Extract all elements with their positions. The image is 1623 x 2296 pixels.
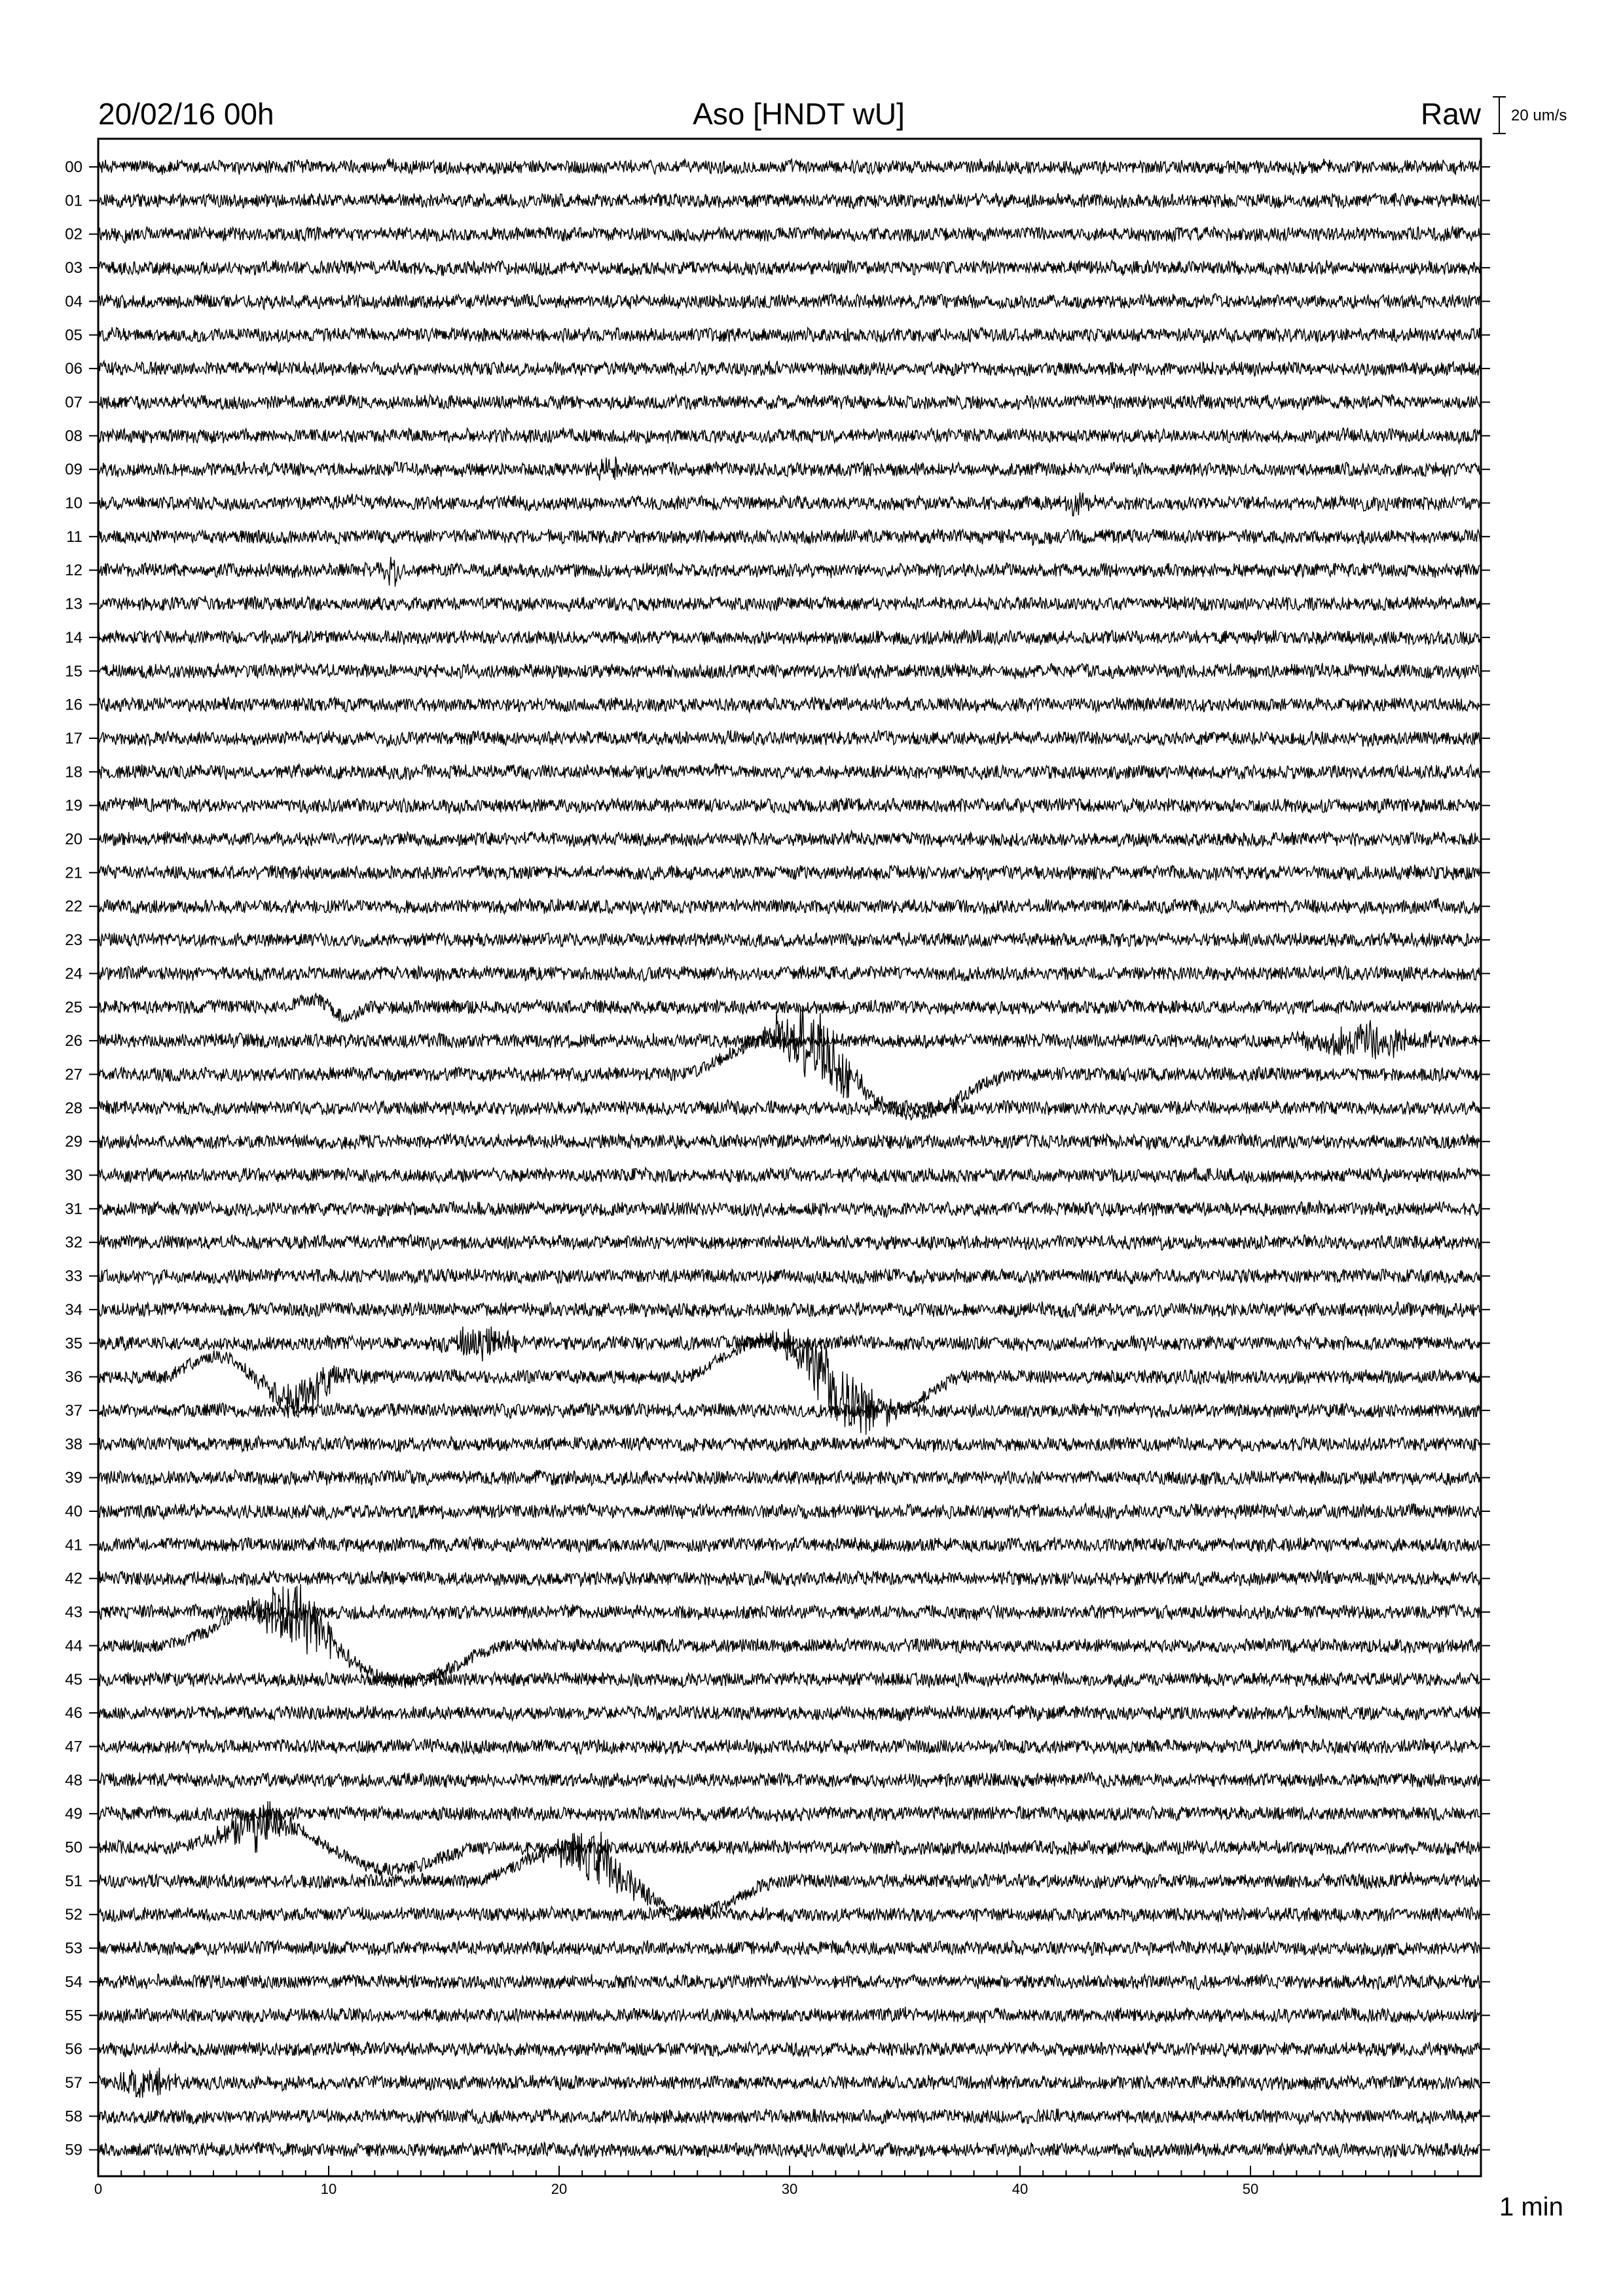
trace-row-38: [98, 1436, 1481, 1452]
x-tick-label: 0: [94, 2181, 103, 2197]
row-label: 33: [65, 1267, 82, 1285]
row-label: 20: [65, 831, 82, 848]
row-label: 36: [65, 1368, 82, 1386]
trace-row-39: [98, 1470, 1481, 1486]
trace-row-34: [98, 1302, 1481, 1318]
trace-row-52: [98, 1907, 1481, 1922]
plot-frame: [98, 139, 1481, 2176]
row-label: 11: [66, 528, 82, 546]
row-label: 40: [65, 1503, 82, 1520]
row-label: 52: [65, 1906, 82, 1924]
row-label: 42: [65, 1570, 82, 1588]
row-label: 10: [65, 494, 82, 512]
row-label: 44: [65, 1637, 82, 1655]
row-label: 25: [65, 998, 82, 1016]
trace-row-03: [98, 260, 1481, 276]
row-label: 50: [65, 1839, 82, 1857]
row-label: 24: [65, 965, 82, 983]
trace-row-13: [98, 596, 1481, 611]
trace-row-23: [98, 933, 1481, 948]
row-label: 14: [65, 628, 82, 647]
row-label: 04: [65, 293, 82, 311]
x-tick-label: 40: [1012, 2181, 1029, 2197]
trace-row-21: [98, 865, 1481, 880]
trace-row-02: [98, 226, 1481, 243]
trace-row-32: [98, 1234, 1481, 1251]
trace-row-53: [98, 1941, 1481, 1956]
x-tick-label: 10: [320, 2181, 337, 2197]
row-label: 39: [65, 1469, 82, 1487]
row-label: 56: [65, 2040, 82, 2058]
row-label: 21: [65, 864, 82, 882]
row-label: 03: [65, 259, 82, 278]
trace-row-54: [98, 1974, 1481, 1990]
row-label: 31: [65, 1200, 82, 1218]
x-tick-label: 30: [781, 2181, 798, 2197]
row-label: 48: [65, 1771, 82, 1789]
trace-row-11: [98, 529, 1481, 545]
row-label: 17: [65, 729, 82, 747]
row-label: 49: [65, 1805, 82, 1823]
row-label: 41: [65, 1536, 82, 1554]
trace-row-18: [98, 764, 1481, 780]
row-label: 05: [65, 326, 82, 344]
row-label: 32: [65, 1234, 82, 1252]
date-label: 20/02/16 00h: [98, 97, 274, 131]
trace-row-45: [98, 1672, 1481, 1687]
trace-row-26: [98, 1020, 1481, 1059]
trace-row-15: [98, 663, 1481, 679]
row-label: 28: [65, 1099, 82, 1117]
row-label: 55: [65, 2007, 82, 2025]
row-label: 30: [65, 1166, 82, 1185]
row-label: 29: [65, 1133, 82, 1151]
trace-row-04: [98, 294, 1481, 310]
row-label: 15: [65, 662, 82, 681]
trace-row-59: [98, 2142, 1481, 2158]
row-label: 16: [65, 696, 82, 714]
trace-row-05: [98, 327, 1481, 342]
row-label: 09: [65, 461, 82, 479]
trace-row-10: [98, 492, 1481, 516]
trace-row-41: [98, 1537, 1481, 1552]
row-label: 59: [65, 2141, 82, 2159]
trace-row-19: [98, 798, 1481, 814]
trace-row-06: [98, 361, 1481, 377]
scale-label: 20 um/s: [1511, 107, 1567, 124]
trace-row-12: [98, 557, 1481, 587]
row-label: 06: [65, 360, 82, 378]
row-label: 18: [65, 763, 82, 781]
row-label: 12: [65, 562, 82, 580]
trace-row-57: [98, 2068, 1481, 2098]
trace-row-47: [98, 1739, 1481, 1755]
row-label: 00: [65, 158, 82, 176]
trace-row-25: [98, 994, 1481, 1022]
mode-label: Raw: [1420, 97, 1481, 131]
trace-row-42: [98, 1570, 1481, 1586]
trace-row-31: [98, 1201, 1481, 1217]
row-label: 37: [65, 1401, 82, 1420]
row-label: 54: [65, 1973, 82, 1991]
trace-row-40: [98, 1503, 1481, 1519]
row-label: 23: [65, 931, 82, 950]
trace-row-07: [98, 395, 1481, 410]
row-label: 51: [65, 1872, 82, 1890]
row-label: 43: [65, 1604, 82, 1622]
row-label: 38: [65, 1435, 82, 1454]
trace-row-49: [98, 1806, 1481, 1821]
trace-row-48: [98, 1772, 1481, 1788]
row-label: 34: [65, 1300, 82, 1319]
row-label: 47: [65, 1738, 82, 1756]
trace-row-27: [98, 1005, 1481, 1120]
row-label: 13: [65, 595, 82, 613]
row-label: 27: [65, 1066, 82, 1084]
row-label: 07: [65, 393, 82, 412]
trace-row-14: [98, 630, 1481, 645]
x-tick-label: 20: [551, 2181, 568, 2197]
trace-row-24: [98, 965, 1481, 981]
trace-row-20: [98, 831, 1481, 848]
row-label: 45: [65, 1670, 82, 1689]
trace-row-58: [98, 2109, 1481, 2125]
trace-row-01: [98, 193, 1481, 209]
row-label: 58: [65, 2108, 82, 2126]
row-label: 26: [65, 1032, 82, 1050]
row-label: 53: [65, 1939, 82, 1958]
x-tick-label: 50: [1242, 2181, 1259, 2197]
trace-row-44: [98, 1584, 1481, 1688]
trace-row-08: [98, 427, 1481, 443]
trace-row-30: [98, 1168, 1481, 1183]
row-label: 02: [65, 225, 82, 243]
trace-row-17: [98, 730, 1481, 747]
trace-row-16: [98, 697, 1481, 713]
row-label: 08: [65, 427, 82, 445]
trace-row-29: [98, 1134, 1481, 1149]
trace-row-46: [98, 1705, 1481, 1721]
row-label: 35: [65, 1335, 82, 1353]
row-label: 19: [65, 797, 82, 815]
trace-row-28: [98, 1100, 1481, 1116]
row-label: 57: [65, 2073, 82, 2092]
trace-row-55: [98, 2007, 1481, 2023]
trace-row-22: [98, 899, 1481, 914]
row-label: 22: [65, 897, 82, 916]
x-axis-label: 1 min: [1499, 2193, 1563, 2221]
station-label: Aso [HNDT wU]: [693, 97, 905, 131]
trace-row-09: [98, 457, 1481, 481]
trace-row-56: [98, 2041, 1481, 2057]
row-label: 46: [65, 1704, 82, 1723]
trace-row-00: [98, 158, 1481, 175]
trace-row-33: [98, 1268, 1481, 1284]
scale-bar: [1493, 97, 1506, 134]
row-label: 01: [65, 192, 82, 210]
